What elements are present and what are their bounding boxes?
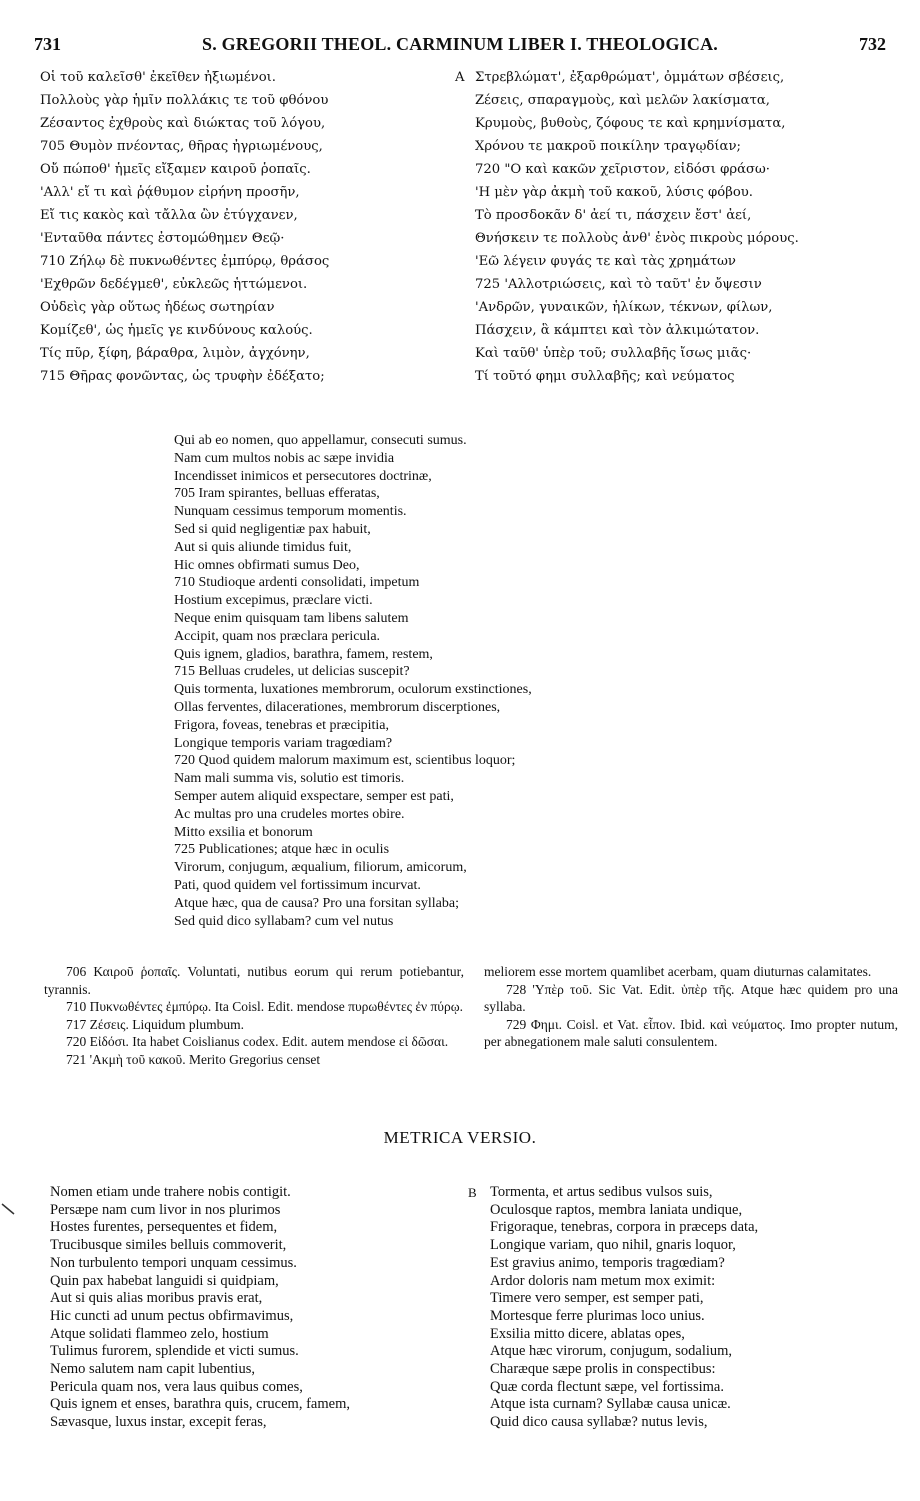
latin-line-text: Longique temporis variam tragœdiam? [174, 735, 393, 751]
verse-line [455, 227, 895, 250]
latin-line [174, 592, 734, 610]
latin-line [174, 574, 734, 592]
verse-line-text: Κρυμοὺς, βυθοὺς, ζόφους τε καὶ κρημνίσματα, [475, 116, 786, 131]
verse-line-text: 'Ενταῦθα πάντες ἐστομώθημεν Θεῷ· [40, 231, 285, 246]
verse-line [455, 158, 895, 181]
verse-line [455, 296, 895, 319]
latin-line [174, 877, 734, 895]
verse-line-text: Οὐδεὶς γὰρ οὕτως ἡδέως σωτηρίαν [40, 300, 275, 315]
verse-line-text: 'Αλλ' εἴ τι καὶ ῥᾴθυμον εἰρήνη προσῆν, [40, 185, 300, 200]
metrica-line [468, 1326, 908, 1344]
latin-line [174, 681, 734, 699]
latin-line-text: Incendisset inimicos et persecutores doctrinæ, [174, 468, 432, 484]
verse-line [455, 342, 895, 365]
margin-mark-icon [0, 1200, 20, 1220]
metrica-line-text: Oculosque raptos, membra laniata undique, [490, 1201, 743, 1218]
latin-line-text: Neque enim quisquam tam libens salutem [174, 610, 409, 626]
latin-line [174, 735, 734, 753]
verse-line [40, 158, 440, 181]
metrica-line [468, 1361, 908, 1379]
verse-line-text: 705 Θυμὸν πνέοντας, θῆρας ἠγριωμένους, [40, 139, 323, 154]
metrica-line [50, 1326, 470, 1344]
metrica-line-text: Longique variam, quo nihil, gnaris loquor, [490, 1237, 736, 1254]
latin-line [174, 913, 734, 931]
latin-line [174, 610, 734, 628]
verse-line-text: 'Ανδρῶν, γυναικῶν, ἡλίκων, τέκνων, φίλων, [475, 300, 773, 315]
metrica-line [50, 1361, 470, 1379]
latin-line-text: Semper autem aliquid exspectare, semper est pati, [174, 788, 454, 804]
verse-line-text: Οἱ τοῦ καλεῖσθ' ἐκεῖθεν ἠξιωμένοι. [40, 70, 276, 85]
metrica-line [50, 1343, 470, 1361]
metrica-line [468, 1273, 908, 1291]
metrica-line-text: Aut si quis alias moribus pravis erat, [50, 1290, 263, 1307]
latin-line-text: Nunquam cessimus temporum momentis. [174, 504, 407, 520]
note-728: 728 'Υπὲρ τοῦ. Sic Vat. Edit. ὑπὲρ τῆς. Atque hæc quidem pro una syllaba. [484, 981, 898, 1014]
latin-line [174, 824, 734, 842]
metrica-line [50, 1202, 470, 1220]
verse-line [455, 89, 895, 112]
metrica-line-text: Nemo salutem nam capit lubentius, [50, 1361, 255, 1378]
running-title: S. GREGORII THEOL. CARMINUM LIBER I. THEOLOGICA. [201, 34, 719, 54]
latin-line-text: Sed si quid negligentiæ pax habuit, [174, 521, 371, 537]
note-717: 717 Ζέσεις. Liquidum plumbum. [66, 1016, 244, 1032]
latin-line [174, 788, 734, 806]
metrica-line-text: Est gravius animo, temporis tragœdiam? [490, 1254, 725, 1271]
notes-left-column [44, 963, 464, 1068]
latin-line [174, 770, 734, 788]
verse-line [455, 204, 895, 227]
verse-line [455, 250, 895, 273]
verse-line-text: 'Εῶ λέγειν φυγάς τε καὶ τὰς χρημάτων [475, 254, 736, 269]
metrica-line [50, 1219, 470, 1237]
verse-line [40, 342, 440, 365]
verse-line [40, 181, 440, 204]
latin-translation [174, 432, 734, 930]
latin-line [174, 450, 734, 468]
latin-line [174, 895, 734, 913]
metrica-line-text: Timere vero semper, est semper pati, [490, 1290, 704, 1307]
section-title: METRICA VERSIO. [383, 1128, 537, 1147]
verse-line [40, 89, 440, 112]
verse-line-text: Κομίζεθ', ὡς ἡμεῖς γε κινδύνους καλούς. [40, 323, 313, 338]
latin-line-text: Atque hæc, qua de causa? Pro una forsitan syllaba; [174, 895, 459, 911]
metrica-line [468, 1184, 908, 1202]
verse-line-text: Χρόνου τε μακροῦ ποικίλην τραγῳδίαν; [475, 139, 741, 154]
verse-line-text: Στρεβλώματ', ἐξαρθρώματ', ὀμμάτων σβέσεις, [475, 70, 785, 85]
latin-line [174, 628, 734, 646]
latin-line-text: 715 Belluas crudeles, ut delicias suscepit? [174, 664, 410, 680]
latin-line-text: Hic omnes obfirmati sumus Deo, [174, 557, 360, 573]
metrica-line-text: Quæ corda flectunt sæpe, vel fortissima. [490, 1378, 724, 1395]
verse-line-text: 'Εχθρῶν δεδέγμεθ', εὐκλεῶς ἡττώμενοι. [40, 277, 308, 292]
metrica-line-text: Non turbulento tempori unquam cessimus. [50, 1254, 297, 1271]
latin-line [174, 806, 734, 824]
latin-line [174, 521, 734, 539]
verse-line-text: Πολλοὺς γὰρ ἡμῖν πολλάκις τε τοῦ φθόνου [40, 93, 329, 108]
metrica-line [468, 1343, 908, 1361]
latin-line-text: 725 Publicationes; atque hæc in oculis [174, 842, 390, 858]
verse-line [40, 227, 440, 250]
metrica-line-text: Charæque sæpe prolis in conspectibus: [490, 1361, 716, 1378]
metrica-line-text: Mortesque ferre plurimas loco unius. [490, 1307, 705, 1324]
metrica-line-text: Tormenta, et artus sedibus vulsos suis, [490, 1184, 713, 1200]
metrica-line [50, 1237, 470, 1255]
verse-line [40, 273, 440, 296]
verse-line [455, 66, 895, 89]
note-721: 721 'Ακμὴ τοῦ κακοῦ. Merito Gregorius censet [66, 1051, 321, 1067]
verse-line [455, 273, 895, 296]
metrica-line [50, 1255, 470, 1273]
latin-line-text: Nam mali summa vis, solutio est timoris. [174, 771, 405, 787]
latin-line-text: Accipit, quam nos præclara pericula. [174, 628, 381, 644]
metrica-line-text: Trucibusque similes belluis commoverit, [50, 1237, 287, 1254]
latin-line-text: 705 Iram spirantes, belluas efferatas, [174, 486, 380, 502]
latin-line-text: Quis ignem, gladios, barathra, famem, restem, [174, 646, 433, 662]
metrica-line [468, 1414, 908, 1432]
verse-line [455, 181, 895, 204]
verse-line-text: Τὸ προσδοκᾶν δ' ἀεί τι, πάσχειν ἔστ' ἀεί, [475, 208, 752, 223]
verse-line-text: Ζέσαντος ἐχθροὺς καὶ διώκτας τοῦ λόγου, [40, 116, 326, 131]
metrica-line [50, 1308, 470, 1326]
latin-line [174, 841, 734, 859]
verse-line [40, 365, 440, 388]
latin-line-text: Frigora, foveas, tenebras et præcipitia, [174, 717, 389, 733]
note-721-continued: meliorem esse mortem quamlibet acerbam, quam diuturnas calamitates. [484, 964, 872, 979]
metrica-line [468, 1202, 908, 1220]
latin-line-text: Qui ab eo nomen, quo appellamur, consecuti sumus. [174, 433, 467, 448]
verse-line-text: 725 'Αλλοτριώσεις, καὶ τὸ ταῦτ' ἐν ὄψεσιν [475, 277, 762, 292]
latin-line [174, 468, 734, 486]
metrica-line [468, 1237, 908, 1255]
verse-line [40, 204, 440, 227]
latin-line [174, 485, 734, 503]
metrica-line-text: Quin pax habebat languidi si quidpiam, [50, 1272, 279, 1289]
verse-line [455, 135, 895, 158]
note-710: 710 Πυκνωθέντες ἐμπύρῳ. Ita Coisl. Edit. mendose πυρωθέντες ἐν πύρῳ. [66, 999, 463, 1014]
metrica-line [468, 1255, 908, 1273]
metrica-line [50, 1379, 470, 1397]
latin-line-text: Aut si quis aliunde timidus fuit, [174, 539, 352, 555]
verse-line-text: Οὔ πώποθ' ἡμεῖς εἴξαμεν καιροῦ ῥοπαῖς. [40, 162, 311, 177]
latin-line-text: Quis tormenta, luxationes membrorum, oculorum exstinctiones, [174, 682, 532, 698]
note-706: 706 Καιροῦ ῥοπαῖς. Voluntati, nutibus eorum qui rerum potiebantur, tyrannis. [44, 964, 464, 997]
metrica-line-text: Sævasque, luxus instar, excepit feras, [50, 1414, 267, 1431]
metrica-line-text: Hic cuncti ad unum pectus obfirmavimus, [50, 1307, 294, 1324]
latin-line-text: Pati, quod quidem vel fortissimum incurvat. [174, 877, 421, 893]
metrica-line [468, 1219, 908, 1237]
column-marker: A [455, 70, 465, 85]
note-729: 729 Φημι. Coisl. et Vat. εἶπον. Ibid. καὶ νεύματος. Imo propter nutum, per abnegationem male saluti consulentem. [484, 1016, 898, 1049]
metrica-versio-right-column [468, 1184, 908, 1432]
metrica-line [468, 1379, 908, 1397]
greek-text-left-column [40, 66, 440, 388]
metrica-line-text: Quis ignem et enses, barathra quis, crucem, famem, [50, 1396, 350, 1413]
latin-line-text: 710 Studioque ardenti consolidati, impetum [174, 575, 420, 591]
greek-text-right-column [455, 66, 895, 388]
verse-line-text: Ζέσεις, σπαραγμοὺς, καὶ μελῶν λακίσματα, [475, 93, 770, 108]
verse-line [40, 112, 440, 135]
latin-line-text: Mitto exsilia et bonorum [174, 824, 313, 840]
latin-line [174, 859, 734, 877]
latin-line [174, 717, 734, 735]
latin-line-text: Sed quid dico syllabam? cum vel nutus [174, 913, 394, 929]
verse-line [40, 66, 440, 89]
verse-line-text: Τί τοῦτό φημι συλλαβῆς; καὶ νεύματος [475, 369, 735, 384]
note-720: 720 Εἰδόσι. Ita habet Coislianus codex. Edit. autem mendose εἰ δῶσαι. [66, 1034, 449, 1049]
latin-line-text: Hostium excepimus, præclare victi. [174, 593, 373, 609]
notes-right-column [484, 963, 898, 1051]
latin-line-text: Virorum, conjugum, æqualium, filiorum, amicorum, [174, 860, 467, 876]
metrica-versio-left-column [50, 1184, 470, 1432]
verse-line [455, 319, 895, 342]
metrica-line-text: Quid dico causa syllabæ? nutus levis, [490, 1414, 708, 1431]
verse-line-text: 710 Ζήλῳ δὲ πυκνωθέντες ἐμπύρῳ, θράσος [40, 254, 330, 269]
verse-line-text: Θνήσκειν τε πολλοὺς ἀνθ' ἑνὸς πικροὺς μόρους. [475, 231, 799, 246]
verse-line [40, 135, 440, 158]
metrica-line-text: Ardor doloris nam metum mox eximit: [490, 1272, 716, 1289]
running-header [34, 34, 886, 56]
page-number-right: 732 [859, 34, 886, 54]
metrica-line [50, 1414, 470, 1432]
metrica-line [468, 1290, 908, 1308]
latin-line-text: 720 Quod quidem malorum maximum est, scientibus loquor; [174, 753, 516, 769]
verse-line [455, 365, 895, 388]
verse-line [40, 296, 440, 319]
verse-line [455, 112, 895, 135]
verse-line-text: 'Η μὲν γὰρ ἀκμὴ τοῦ κακοῦ, λύσις φόβου. [475, 185, 753, 200]
verse-line-text: 715 Θῆρας φονῶντας, ὡς τρυφὴν ἐδέξατο; [40, 369, 325, 384]
page-number-left: 731 [34, 34, 61, 54]
metrica-line-text: Tulimus furorem, splendide et victi sumus. [50, 1343, 299, 1360]
metrica-line-text: Nomen etiam unde trahere nobis contigit. [50, 1184, 291, 1200]
metrica-line-text: Frigoraque, tenebras, corpora in præceps data, [490, 1219, 759, 1236]
latin-line [174, 663, 734, 681]
metrica-line [50, 1396, 470, 1414]
metrica-line [50, 1290, 470, 1308]
latin-line [174, 646, 734, 664]
verse-line-text: Εἴ τις κακὸς καὶ τἄλλα ὢν ἐτύγχανεν, [40, 208, 298, 223]
metrica-line [50, 1273, 470, 1291]
latin-line-text: Ollas ferventes, dilacerationes, membrorum discerptiones, [174, 699, 501, 715]
metrica-line [468, 1308, 908, 1326]
metrica-line-text: Atque hæc virorum, conjugum, sodalium, [490, 1343, 733, 1360]
metrica-line [50, 1184, 470, 1202]
latin-line [174, 539, 734, 557]
column-marker: B [468, 1185, 477, 1200]
latin-line [174, 699, 734, 717]
metrica-line-text: Hostes furentes, persequentes et fidem, [50, 1219, 278, 1236]
verse-line-text: 720 "Ο καὶ κακῶν χεῖριστον, εἰδόσι φράσω· [475, 162, 770, 177]
verse-line [40, 319, 440, 342]
latin-line-text: Ac multas pro una crudeles mortes obire. [174, 806, 405, 822]
metrica-line-text: Atque ista curnam? Syllabæ causa unicæ. [490, 1396, 731, 1413]
verse-line-text: Πάσχειν, ἃ κάμπτει καὶ τὸν ἀλκιμώτατον. [475, 323, 760, 338]
metrica-line [468, 1396, 908, 1414]
metrica-line-text: Exsilia mitto dicere, ablatas opes, [490, 1325, 685, 1342]
metrica-line-text: Persæpe nam cum livor in nos plurimos [50, 1201, 281, 1218]
verse-line-text: Τίς πῦρ, ξίφη, βάραθρα, λιμὸν, ἀγχόνην, [40, 346, 310, 361]
latin-line [174, 557, 734, 575]
latin-line [174, 432, 734, 450]
metrica-line-text: Atque solidati flammeo zelo, hostium [50, 1325, 269, 1342]
verse-line [40, 250, 440, 273]
metrica-line-text: Pericula quam nos, vera laus quibus comes, [50, 1378, 303, 1395]
latin-line [174, 752, 734, 770]
latin-line [174, 503, 734, 521]
verse-line-text: Καὶ ταῦθ' ὑπὲρ τοῦ; συλλαβῆς ἴσως μιᾶς· [475, 346, 752, 361]
latin-line-text: Nam cum multos nobis ac sæpe invidia [174, 450, 395, 466]
